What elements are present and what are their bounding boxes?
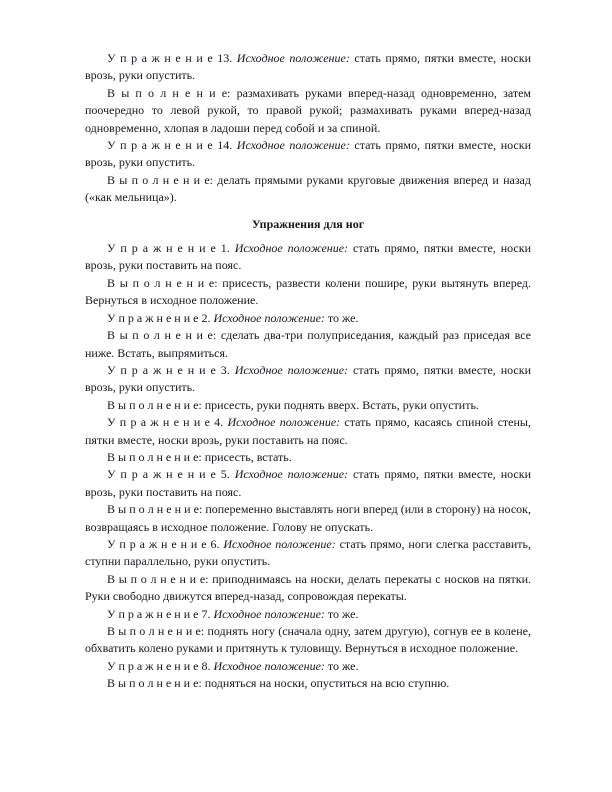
paragraph-text: В ы п о л н е н и е: приподнимаясь на носки, делать перекаты с носков на пятки. Руки свободно движутся вперед-назад, сопровождая перекаты.: [85, 571, 531, 604]
paragraph: [85, 414, 531, 449]
initial-position-label: Исходное положение:: [234, 362, 353, 377]
paragraph: [85, 536, 531, 571]
initial-position-label: Исходное положение:: [236, 51, 355, 65]
paragraph: [85, 362, 531, 397]
paragraph-text: В ы п о л н е н и е: подняться на носки, опуститься на всю ступню.: [107, 676, 450, 691]
paragraph-text: В ы п о л н е н и е: сделать два-три полуприседания, каждый раз приседая все ниже. Встать, выпрямиться.: [85, 328, 531, 360]
paragraph: [85, 327, 531, 362]
text-content: [85, 50, 531, 693]
paragraph: [85, 50, 531, 85]
initial-position-label: Исходное положение:: [213, 658, 328, 673]
paragraph: [85, 606, 531, 623]
paragraph: [85, 310, 531, 327]
paragraph-text: У п р а ж н е н и е 2.: [107, 310, 214, 325]
paragraph-text: У п р а ж н е н и е 13.: [107, 51, 237, 65]
initial-position-label: Исходное положение:: [223, 536, 340, 551]
initial-position-label: Исходное положение:: [227, 415, 345, 430]
initial-position-label: Исходное положение:: [234, 467, 353, 482]
paragraph-text: У п р а ж н е н и е 14.: [107, 138, 237, 153]
paragraph-text: В ы п о л н е н и е: попеременно выставлять ноги вперед (или в сторону) на носок, возвращаясь в исходное положение. Голову не опускать.: [85, 502, 531, 534]
paragraph-text: то же.: [327, 658, 359, 673]
paragraph: [85, 658, 531, 675]
paragraph-text: стать прямо, пятки вместе, носки врозь, руки поставить на пояс.: [85, 241, 532, 273]
paragraph: [85, 240, 531, 275]
paragraph-text: У п р а ж н е н и е 7.: [107, 606, 214, 621]
paragraph-text: У п р а ж н е н и е 6.: [107, 536, 224, 551]
paragraph-text: У п р а ж н е н и е 1.: [107, 241, 235, 256]
paragraph-text: У п р а ж н е н и е 5.: [107, 467, 235, 482]
paragraph-text: У п р а ж н е н и е 3.: [107, 362, 235, 377]
paragraph-text: то же.: [327, 606, 359, 621]
paragraph-text: стать прямо, касаясь спиной стены, пятки вместе, носки врозь, руки поставить на пояс.: [85, 415, 531, 447]
initial-position-label: Исходное положение:: [234, 241, 353, 256]
paragraph-text: стать прямо, ноги слегка расставить, ступни параллельно, руки опустить.: [85, 536, 531, 569]
initial-position-label: Исходное положение:: [236, 138, 355, 153]
paragraph: [85, 449, 531, 466]
paragraph: [85, 137, 531, 172]
paragraph: [85, 571, 531, 606]
paragraph-text: У п р а ж н е н и е 4.: [107, 415, 228, 430]
paragraph: [85, 501, 531, 536]
paragraph-text: В ы п о л н е н и е: поднять ногу (сначала одну, затем другую), согнув ее в колене, обхватить колено руками и притянуть к туловищу. Вернуться в исходное положение.: [85, 624, 531, 656]
initial-position-label: Исходное положение:: [213, 606, 328, 621]
section-heading: Упражнения для ног: [251, 216, 365, 231]
paragraph: [85, 397, 531, 414]
paragraph-text: стать прямо, пятки вместе, носки врозь, руки опустить.: [85, 51, 531, 83]
paragraph: [85, 675, 531, 692]
paragraph-text: В ы п о л н е н и е: размахивать руками вперед-назад одновременно, затем поочередно то левой рукой, то правой рукой; размахивать руками вперед-назад одновременно, хлопая в ладоши перед собой и за спиной.: [85, 85, 531, 135]
paragraph: [85, 466, 531, 501]
paragraph-text: В ы п о л н е н и е: присесть, руки поднять вверх. Встать, руки опустить.: [107, 397, 479, 412]
paragraph-text: В ы п о л н е н и е: присесть, развести колени пошире, руки вытянуть вперед. Вернуться в исходное положение.: [85, 275, 531, 308]
paragraph-text: В ы п о л н е н и е: присесть, встать.: [107, 449, 292, 464]
paragraph-text: У п р а ж н е н и е 8.: [107, 658, 214, 673]
paragraph: [85, 85, 531, 137]
paragraph-text: то же.: [327, 310, 359, 325]
paragraph: [85, 623, 531, 658]
paragraph-text: стать прямо, пятки вместе, носки врозь, руки поставить на пояс.: [85, 467, 532, 499]
paragraph: [85, 275, 531, 310]
paragraph: [85, 172, 531, 207]
initial-position-label: Исходное положение:: [213, 310, 328, 325]
paragraph-text: В ы п о л н е н и е: делать прямыми руками круговые движения вперед и назад («как мельница»).: [85, 172, 531, 205]
paragraph-text: стать прямо, пятки вместе, носки врозь, руки опустить.: [85, 138, 531, 170]
paragraph-text: стать прямо, пятки вместе, носки врозь, руки опустить.: [85, 362, 532, 395]
